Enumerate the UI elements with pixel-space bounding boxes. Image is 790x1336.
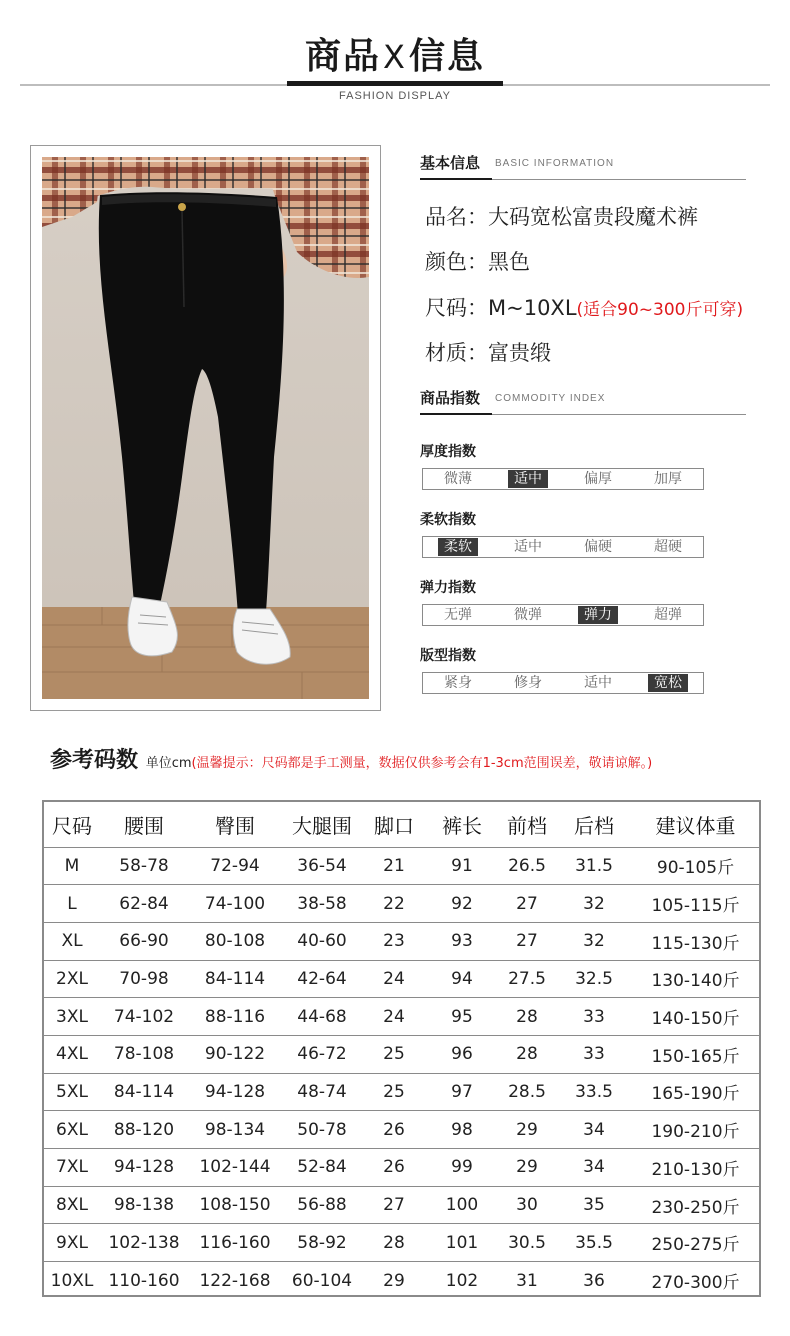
table-cell: L <box>44 885 100 923</box>
table-row <box>44 1262 759 1300</box>
table-cell: 48-74 <box>282 1073 362 1111</box>
table-cell: 7XL <box>44 1149 100 1187</box>
elasticity-index-label: 弹力指数 <box>420 580 476 596</box>
table-cell: 58-92 <box>282 1224 362 1262</box>
size-chart-caption <box>50 743 652 774</box>
scale-option: 无弹 <box>444 607 472 623</box>
table-cell: 24 <box>362 960 426 998</box>
table-cell: 98 <box>426 1111 498 1149</box>
column-header: 前档 <box>498 802 556 847</box>
table-cell: 31.5 <box>556 847 632 885</box>
table-cell: 94-128 <box>100 1149 188 1187</box>
scale-option: 加厚 <box>654 471 682 487</box>
table-cell: 105-115斤 <box>632 885 759 923</box>
table-cell: 22 <box>362 885 426 923</box>
scale-option-selected: 适中 <box>493 469 563 489</box>
table-cell: M <box>44 847 100 885</box>
table-cell: 97 <box>426 1073 498 1111</box>
column-header: 脚口 <box>362 802 426 847</box>
scale-option: 紧身 <box>444 675 472 691</box>
table-cell: 74-100 <box>188 885 282 923</box>
scale-option: 偏硬 <box>584 539 612 555</box>
column-header: 臀围 <box>188 802 282 847</box>
product-photo-frame <box>30 145 381 711</box>
table-row <box>44 998 759 1036</box>
table-cell: 46-72 <box>282 1035 362 1073</box>
table-cell: 30.5 <box>498 1224 556 1262</box>
table-cell: 8XL <box>44 1186 100 1224</box>
basic-info-heading-en: BASIC INFORMATION <box>495 158 615 169</box>
fit-index-label: 版型指数 <box>420 648 476 664</box>
table-cell: 34 <box>556 1149 632 1187</box>
table-cell: 28 <box>498 998 556 1036</box>
table-cell: 78-108 <box>100 1035 188 1073</box>
table-cell: 102-138 <box>100 1224 188 1262</box>
table-cell: 72-94 <box>188 847 282 885</box>
table-cell: 165-190斤 <box>632 1073 759 1111</box>
table-cell: 96 <box>426 1035 498 1073</box>
table-cell: 90-122 <box>188 1035 282 1073</box>
table-cell: 33.5 <box>556 1073 632 1111</box>
table-cell: 230-250斤 <box>632 1186 759 1224</box>
table-cell: 88-120 <box>100 1111 188 1149</box>
table-cell: 94-128 <box>188 1073 282 1111</box>
table-cell: 27 <box>362 1186 426 1224</box>
table-cell: 58-78 <box>100 847 188 885</box>
size-line <box>425 292 743 322</box>
scale-option-selected: 柔软 <box>423 537 493 557</box>
scale-option: 修身 <box>514 675 542 691</box>
table-cell: 5XL <box>44 1073 100 1111</box>
table-cell: 25 <box>362 1073 426 1111</box>
table-cell: 66-90 <box>100 922 188 960</box>
table-cell: 130-140斤 <box>632 960 759 998</box>
table-cell: 88-116 <box>188 998 282 1036</box>
table-cell: 50-78 <box>282 1111 362 1149</box>
table-cell: 116-160 <box>188 1224 282 1262</box>
size-chart-table <box>42 800 761 1297</box>
table-cell: 3XL <box>44 998 100 1036</box>
thickness-index-label: 厚度指数 <box>420 444 476 460</box>
table-cell: 27 <box>498 885 556 923</box>
table-cell: 98-134 <box>188 1111 282 1149</box>
table-cell: 108-150 <box>188 1186 282 1224</box>
title-x: X <box>383 38 407 76</box>
scale-option: 超硬 <box>654 539 682 555</box>
table-cell: 102-144 <box>188 1149 282 1187</box>
table-row <box>44 1111 759 1149</box>
material-line <box>425 337 551 367</box>
table-cell: 62-84 <box>100 885 188 923</box>
table-cell: 110-160 <box>108 1270 180 1291</box>
table-cell: 32.5 <box>556 960 632 998</box>
table-cell: 29 <box>498 1111 556 1149</box>
table-cell: 4XL <box>44 1035 100 1073</box>
table-cell: 52-84 <box>282 1149 362 1187</box>
table-cell: 101 <box>426 1224 498 1262</box>
color-value: 黑色 <box>488 250 530 274</box>
table-cell: 94 <box>426 960 498 998</box>
table-cell: 74-102 <box>100 998 188 1036</box>
table-cell: 44-68 <box>282 998 362 1036</box>
column-header: 腰围 <box>100 802 188 847</box>
table-cell: 270-300斤 <box>651 1273 740 1294</box>
table-cell: 35 <box>556 1186 632 1224</box>
material-value: 富贵缎 <box>488 341 551 365</box>
table-cell: 34 <box>556 1111 632 1149</box>
table-cell: 42-64 <box>282 960 362 998</box>
commodity-index-heading-en: COMMODITY INDEX <box>495 393 606 404</box>
table-cell: 21 <box>362 847 426 885</box>
table-cell: 36 <box>583 1270 605 1291</box>
table-cell: 150-165斤 <box>632 1035 759 1073</box>
table-cell: 26 <box>362 1149 426 1187</box>
basic-info-heading-cn: 基本信息 <box>420 154 481 172</box>
table-cell: 84-114 <box>188 960 282 998</box>
material-label: 材质： <box>425 341 488 365</box>
table-cell: 36-54 <box>282 847 362 885</box>
table-cell: 32 <box>556 885 632 923</box>
table-cell: 40-60 <box>282 922 362 960</box>
table-cell: 122-168 <box>199 1270 271 1291</box>
softness-index-scale <box>422 536 704 558</box>
table-cell: 80-108 <box>188 922 282 960</box>
table-cell: 29 <box>498 1149 556 1187</box>
table-cell: 25 <box>362 1035 426 1073</box>
table-cell: 91 <box>426 847 498 885</box>
column-header: 建议体重 <box>632 802 759 847</box>
product-name-label: 品名： <box>425 205 488 229</box>
table-cell: 30 <box>498 1186 556 1224</box>
scale-option: 超弹 <box>654 607 682 623</box>
product-name-value: 大码宽松富贵段魔术裤 <box>488 205 698 229</box>
table-cell: 9XL <box>44 1224 100 1262</box>
scale-option: 偏厚 <box>584 471 612 487</box>
table-cell: 28 <box>362 1224 426 1262</box>
table-cell: 23 <box>362 922 426 960</box>
table-cell: 190-210斤 <box>632 1111 759 1149</box>
scale-option: 微弹 <box>514 607 542 623</box>
table-cell: 26 <box>362 1111 426 1149</box>
elasticity-index-scale <box>422 604 704 626</box>
heading-underline <box>420 413 492 415</box>
table-cell: 84-114 <box>100 1073 188 1111</box>
table-cell: 115-130斤 <box>632 922 759 960</box>
heading-underline <box>420 178 492 180</box>
column-header: 裤长 <box>426 802 498 847</box>
table-row <box>44 922 759 960</box>
table-cell: 28.5 <box>498 1073 556 1111</box>
table-row <box>44 847 759 885</box>
page-title <box>0 28 790 79</box>
table-cell: 99 <box>426 1149 498 1187</box>
table-cell: 26.5 <box>498 847 556 885</box>
size-chart-title: 参考码数 <box>50 748 139 773</box>
fit-index-scale <box>422 672 704 694</box>
table-cell: 100 <box>426 1186 498 1224</box>
table-row <box>44 1186 759 1224</box>
color-label: 颜色： <box>425 250 488 274</box>
table-cell: 27 <box>498 922 556 960</box>
table-cell: 29 <box>383 1270 405 1291</box>
size-chart-unit: 单位cm <box>145 756 192 771</box>
size-label: 尺码： <box>425 296 488 320</box>
table-cell: 250-275斤 <box>632 1224 759 1262</box>
table-cell: 31 <box>516 1270 538 1291</box>
title-left: 商品 <box>305 36 382 77</box>
header-divider-accent <box>287 81 503 86</box>
table-cell: 27.5 <box>498 960 556 998</box>
table-cell: 95 <box>426 998 498 1036</box>
table-cell: 98-138 <box>100 1186 188 1224</box>
commodity-index-heading <box>420 385 746 415</box>
table-cell: 60-104 <box>291 1270 353 1291</box>
size-value: M~10XL <box>488 296 577 320</box>
table-cell: 93 <box>426 922 498 960</box>
size-chart-note: (温馨提示：尺码都是手工测量，数据仅供参考会有1-3cm范围误差，敬请谅解。) <box>191 756 653 771</box>
table-cell: 38-58 <box>282 885 362 923</box>
table-cell: 33 <box>556 1035 632 1073</box>
table-cell: 24 <box>362 998 426 1036</box>
table-cell: 28 <box>498 1035 556 1073</box>
table-row <box>44 1149 759 1187</box>
table-row <box>44 960 759 998</box>
table-cell: 33 <box>556 998 632 1036</box>
scale-option: 适中 <box>584 675 612 691</box>
softness-index-label: 柔软指数 <box>420 512 476 528</box>
page-subtitle: FASHION DISPLAY <box>339 90 451 102</box>
table-cell: 6XL <box>44 1111 100 1149</box>
basic-info-heading <box>420 150 746 180</box>
table-cell: 32 <box>556 922 632 960</box>
color-line <box>425 246 530 276</box>
table-cell: 56-88 <box>282 1186 362 1224</box>
product-photo <box>42 157 369 699</box>
scale-option: 适中 <box>514 539 542 555</box>
table-cell: 92 <box>426 885 498 923</box>
product-name-line <box>425 201 698 231</box>
scale-option: 微薄 <box>444 471 472 487</box>
table-row <box>44 1224 759 1262</box>
table-cell: 90-105斤 <box>632 847 759 885</box>
column-header: 大腿围 <box>282 802 362 847</box>
table-cell: 35.5 <box>556 1224 632 1262</box>
thickness-index-scale <box>422 468 704 490</box>
table-cell: 102 <box>445 1270 479 1291</box>
commodity-index-heading-cn: 商品指数 <box>420 389 481 407</box>
column-header: 尺码 <box>44 802 100 847</box>
table-cell: 2XL <box>44 960 100 998</box>
title-right: 信息 <box>408 36 485 77</box>
table-row <box>44 1073 759 1111</box>
size-note: (适合90~300斤可穿) <box>576 300 744 320</box>
table-cell: XL <box>44 922 100 960</box>
table-cell: 140-150斤 <box>632 998 759 1036</box>
table-cell: 70-98 <box>100 960 188 998</box>
table-row <box>44 885 759 923</box>
table-cell: 10XL <box>50 1270 94 1291</box>
table-row <box>44 1035 759 1073</box>
table-header-row <box>44 802 759 847</box>
table-body <box>44 847 759 1299</box>
scale-option-selected: 宽松 <box>633 673 703 693</box>
scale-option-selected: 弹力 <box>563 605 633 625</box>
table-cell: 210-130斤 <box>632 1149 759 1187</box>
column-header: 后档 <box>556 802 632 847</box>
